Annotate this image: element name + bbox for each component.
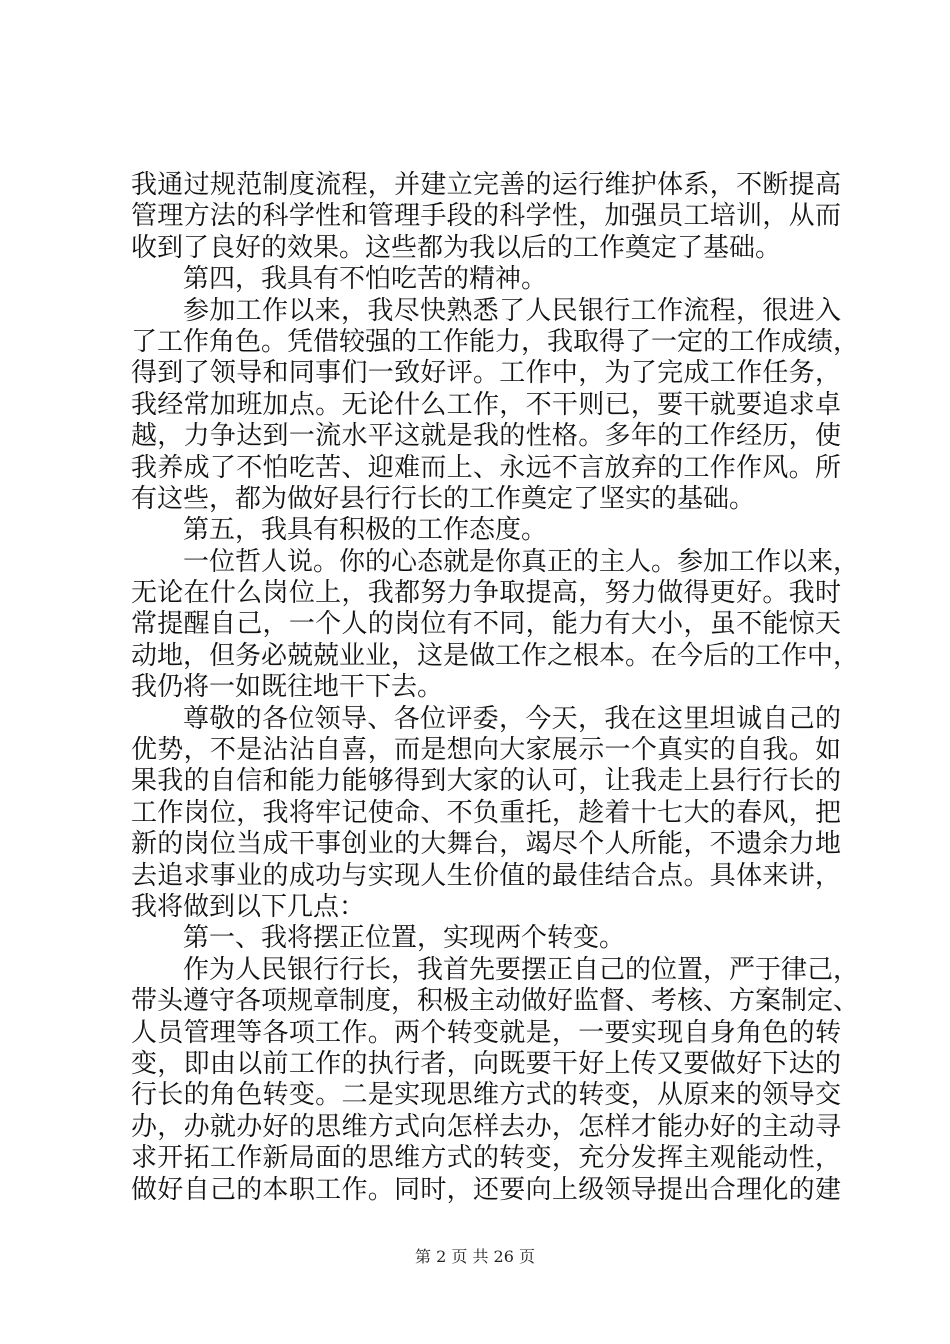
text-line: 我经常加班加点。无论什么工作，不干则已，要干就要追求卓 [131,389,841,420]
text-line: 管理方法的科学性和管理手段的科学性，加强员工培训，从而 [131,201,841,232]
text-line: 得到了领导和同事们一致好评。工作中，为了完成工作任务， [131,358,841,389]
text-line: 尊敬的各位领导、各位评委，今天，我在这里坦诚自己的 [183,703,841,734]
text-line: 无论在什么岗位上，我都努力争取提高，努力做得更好。我时 [131,578,841,609]
text-line: 行长的角色转变。二是实现思维方式的转变，从原来的领导交 [131,1080,841,1111]
text-line: 做好自己的本职工作。同时，还要向上级领导提出合理化的建 [131,1174,841,1205]
text-line: 新的岗位当成干事创业的大舞台，竭尽个人所能，不遗余力地 [131,829,841,860]
text-line: 办，办就办好的思维方式向怎样去办，怎样才能办好的主动寻 [131,1111,841,1142]
text-line: 果我的自信和能力能够得到大家的认可，让我走上县行行长的 [131,766,841,797]
text-line: 作为人民银行行长，我首先要摆正自己的位置，严于律己， [183,954,860,985]
text-line: 动地，但务必兢兢业业，这是做工作之根本。在今后的工作中， [131,640,860,671]
text-line: 我仍将一如既往地干下去。 [131,672,444,703]
text-line: 优势，不是沾沾自喜，而是想向大家展示一个真实的自我。如 [131,735,841,766]
text-line: 第一、我将摆正位置，实现两个转变。 [183,923,626,954]
text-line: 常提醒自己，一个人的岗位有不同，能力有大小，虽不能惊天 [131,609,841,640]
text-line: 了工作角色。凭借较强的工作能力，我取得了一定的工作成绩， [131,326,860,357]
text-line: 第四，我具有不怕吃苦的精神。 [183,264,548,295]
text-line: 我通过规范制度流程，并建立完善的运行维护体系，不断提高 [131,170,841,200]
text-line: 带头遵守各项规章制度，积极主动做好监督、考核、方案制定、 [131,986,860,1017]
text-line: 人员管理等各项工作。两个转变就是，一要实现自身角色的转 [131,1017,841,1048]
text-line: 工作岗位，我将牢记使命、不负重托，趁着十七大的春风，把 [131,797,841,828]
document-body [131,170,860,1206]
text-line: 参加工作以来，我尽快熟悉了人民银行工作流程，很进入 [183,295,841,326]
text-line: 一位哲人说。你的心态就是你真正的主人。参加工作以来， [183,546,860,577]
text-line: 第五，我具有积极的工作态度。 [183,515,548,546]
text-line: 求开拓工作新局面的思维方式的转变，充分发挥主观能动性， [131,1143,841,1174]
text-line: 收到了良好的效果。这些都为我以后的工作奠定了基础。 [131,232,782,263]
text-line: 我养成了不怕吃苦、迎难而上、永远不言放弃的工作作风。所 [131,452,841,483]
text-line: 越，力争达到一流水平这就是我的性格。多年的工作经历，使 [131,421,841,452]
text-line: 变，即由以前工作的执行者，向既要干好上传又要做好下达的 [131,1048,841,1079]
text-line: 去追求事业的成功与实现人生价值的最佳结合点。具体来讲， [131,860,841,891]
page-footer: 第 2 页 共 26 页 [415,1247,535,1266]
text-line: 我将做到以下几点： [131,891,366,922]
text-line: 有这些，都为做好县行行长的工作奠定了坚实的基础。 [131,483,756,514]
